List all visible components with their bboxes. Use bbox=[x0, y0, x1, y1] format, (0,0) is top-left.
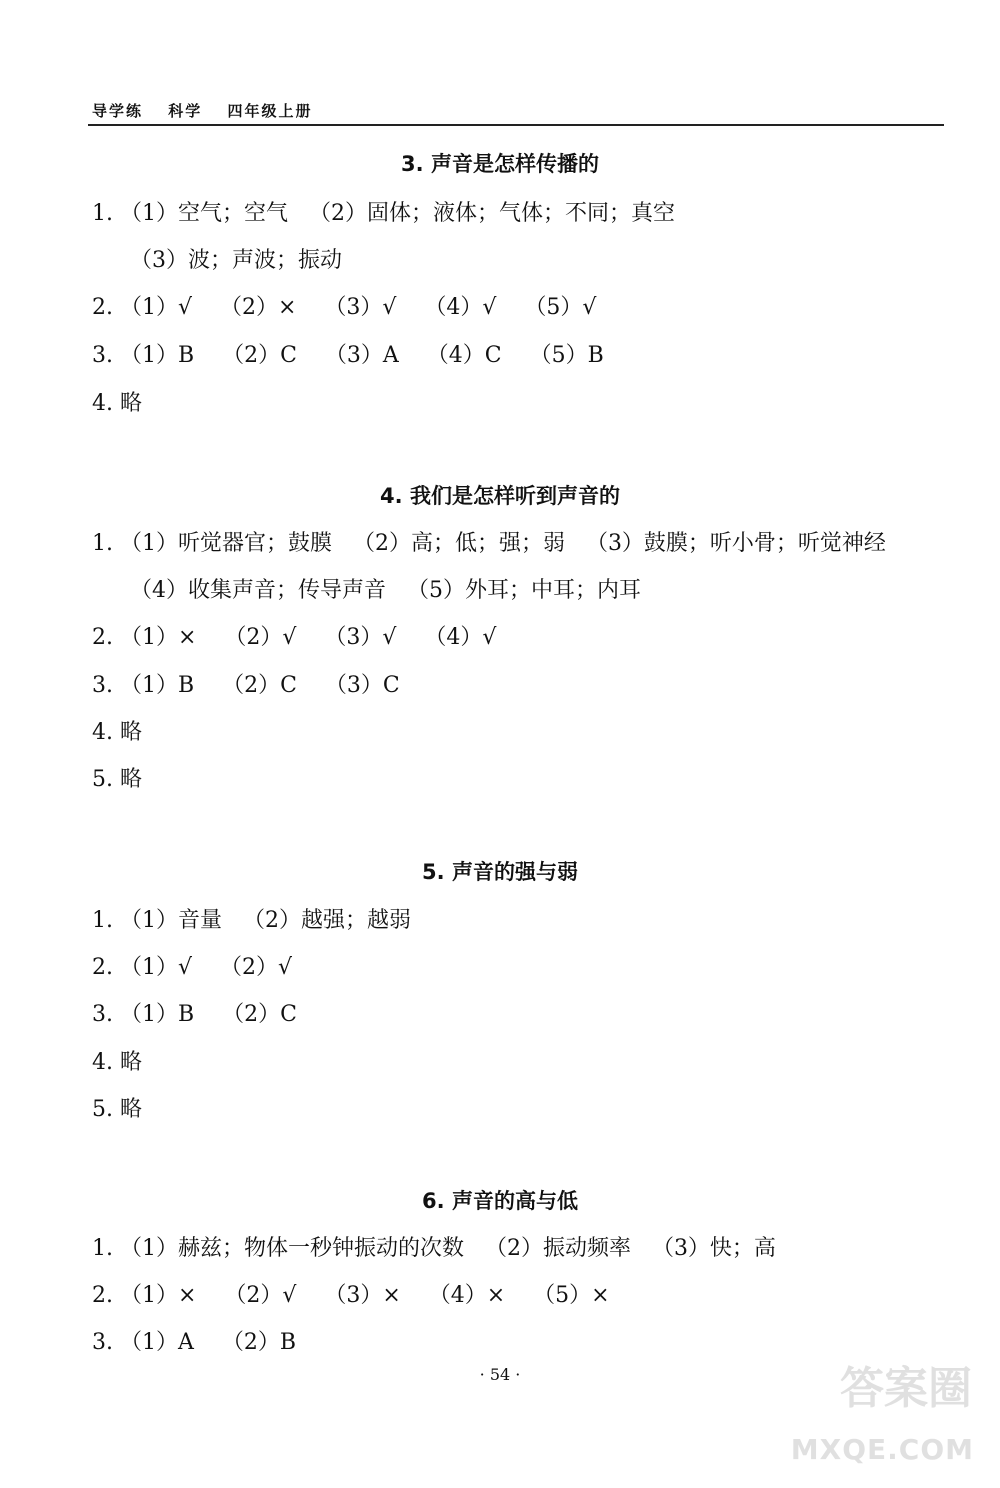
answer-line: 1. （1）音量 （2）越强；越弱 bbox=[92, 908, 411, 933]
page-number: · 54 · bbox=[479, 1365, 521, 1384]
answer-line: 3. （1）B （2）C （3）C bbox=[92, 673, 400, 698]
running-header bbox=[92, 100, 331, 121]
answer-line: 4. 略 bbox=[92, 720, 142, 745]
watermark bbox=[792, 1352, 982, 1472]
section-title: 6. 声音的高与低 bbox=[422, 1189, 578, 1213]
header-subject: 科学 bbox=[168, 102, 203, 120]
answer-line: 5. 略 bbox=[92, 767, 142, 792]
answer-line: 5. 略 bbox=[92, 1097, 142, 1122]
section-title: 3. 声音是怎样传播的 bbox=[401, 152, 599, 176]
answer-line: 3. （1）A （2）B bbox=[92, 1330, 297, 1355]
answer-line: 1. （1）空气；空气 （2）固体；液体；气体；不同；真空 bbox=[92, 201, 675, 226]
answer-line: 2. （1）√ （2）√ bbox=[92, 955, 292, 980]
answer-line: （3）波；声波；振动 bbox=[130, 248, 342, 273]
header-series: 导学练 bbox=[92, 102, 144, 120]
header-rule bbox=[88, 124, 944, 126]
answer-line: 2. （1）√ （2）× （3）√ （4）√ （5）√ bbox=[92, 295, 597, 320]
answer-line: 2. （1）× （2）√ （3）√ （4）√ bbox=[92, 625, 497, 650]
watermark-logo: 答案圈 bbox=[840, 1363, 972, 1414]
header-grade: 四年级上册 bbox=[227, 102, 313, 120]
section-title: 5. 声音的强与弱 bbox=[422, 860, 578, 884]
answer-line: 1. （1）赫兹；物体一秒钟振动的次数 （2）振动频率 （3）快；高 bbox=[92, 1236, 776, 1261]
section-title: 4. 我们是怎样听到声音的 bbox=[380, 484, 620, 508]
answer-line: 1. （1）听觉器官；鼓膜 （2）高；低；强；弱 （3）鼓膜；听小骨；听觉神经 bbox=[92, 531, 886, 556]
answer-line: 4. 略 bbox=[92, 1050, 142, 1075]
watermark-url: MXQE.COM bbox=[790, 1433, 974, 1466]
answer-line: 3. （1）B （2）C bbox=[92, 1002, 297, 1027]
answer-line: 4. 略 bbox=[92, 391, 142, 416]
answer-line: （4）收集声音；传导声音 （5）外耳；中耳；内耳 bbox=[130, 578, 641, 603]
answer-line: 3. （1）B （2）C （3）A （4）C （5）B bbox=[92, 343, 604, 368]
answer-line: 2. （1）× （2）√ （3）× （4）× （5）× bbox=[92, 1283, 610, 1308]
